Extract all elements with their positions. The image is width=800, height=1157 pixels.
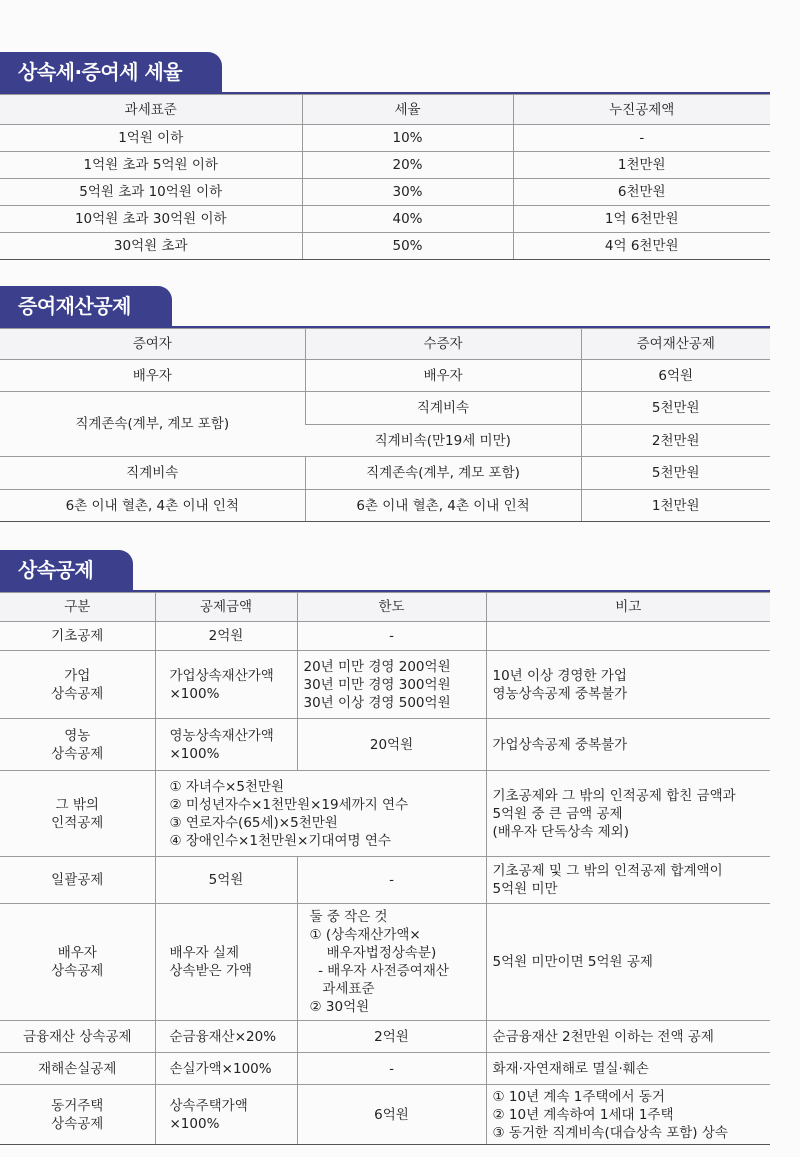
cell-text-line: 기초공제 및 그 밖의 인적공제 합계액이	[492, 863, 723, 879]
table-row	[0, 771, 770, 857]
cell-text-line: 일괄공제	[51, 872, 104, 888]
table-cell: 1천만원	[513, 152, 770, 179]
cell-text-line: -	[389, 628, 394, 644]
cell-text-line: 그 밖의	[55, 796, 99, 813]
cell-text-line: 2억원	[208, 628, 244, 644]
table-cell: 1억원 이하	[0, 125, 302, 152]
table-row	[0, 206, 770, 233]
table-cell: 1억 6천만원	[513, 206, 770, 233]
cell-text-line: 재해손실공제	[38, 1060, 117, 1077]
amount-cell: 5천만원	[581, 392, 770, 425]
note-cell	[486, 1021, 770, 1053]
donor-cell: 6촌 이내 혈촌, 4촌 이내 인척	[0, 490, 305, 522]
cell-text-line: - 배우자 사전증여재산	[309, 963, 449, 979]
cell-text-line: 가업상속공제 중복불가	[492, 736, 628, 753]
cell-text-line: ③ 동거한 직계비속(대습상속 포함) 상속	[492, 1124, 728, 1141]
table-row	[0, 1053, 770, 1085]
note-cell	[486, 904, 770, 1021]
inheritance-deduction-table	[0, 592, 770, 1145]
amount-cell	[155, 1053, 297, 1085]
amount-cell: 6억원	[581, 360, 770, 392]
column-header: 과세표준	[0, 95, 302, 125]
amount-cell	[155, 651, 297, 719]
table-row	[0, 125, 770, 152]
cell-text-line: 기초공제	[51, 628, 104, 644]
category-cell	[0, 904, 155, 1021]
category-cell	[0, 1085, 155, 1145]
table-row	[0, 360, 770, 392]
table-cell: 20%	[302, 152, 513, 179]
table-row	[0, 152, 770, 179]
note-cell	[486, 1053, 770, 1085]
donor-cell: 직계존속(계부, 계모 포함)	[0, 392, 305, 457]
table-cell: 50%	[302, 233, 513, 260]
cell-text-line: 인적공제	[51, 814, 104, 831]
table-cell: -	[513, 125, 770, 152]
cell-text-line: 화재·자연재해로 멸실·훼손	[492, 1060, 649, 1077]
cell-text-line: 배우자법정상속분)	[309, 945, 437, 961]
amount-cell	[155, 857, 297, 904]
gift-deduction-table	[0, 328, 770, 522]
cell-text-line: 가업상속재산가액	[169, 667, 274, 684]
cell-text-line: 20억원	[369, 736, 414, 753]
tax-rate-table	[0, 94, 770, 260]
cell-text-line: ② 30억원	[309, 999, 370, 1015]
cell-text-line: 영농상속재산가액	[169, 727, 274, 744]
note-cell	[486, 719, 770, 771]
amount-cell: 1천만원	[581, 490, 770, 522]
recipient-cell: 배우자	[305, 360, 581, 392]
inheritance-deduction-section-title: 상속공제	[0, 550, 133, 590]
cell-text-line: ③ 연로자수(65세)×5천만원	[169, 814, 338, 831]
amount-cell	[155, 771, 486, 857]
limit-cell	[297, 622, 486, 651]
amount-cell	[155, 1021, 297, 1053]
table-row	[0, 651, 770, 719]
limit-cell	[297, 1053, 486, 1085]
cell-text-line: ② 10년 계속하여 1세대 1주택	[492, 1106, 674, 1123]
cell-text-line: ×100%	[169, 685, 220, 702]
column-header: 공제금액	[155, 593, 297, 622]
cell-text-line: 2억원	[374, 1028, 409, 1045]
table-row	[0, 457, 770, 490]
cell-text-line: 5억원 중 큰 금액 공제	[492, 805, 623, 822]
cell-text-line: 30년 미만 경영 300억원	[303, 676, 451, 693]
amount-cell	[155, 904, 297, 1021]
cell-text-line: ④ 장애인수×1천만원×기대여명 연수	[169, 832, 391, 849]
table-cell: 40%	[302, 206, 513, 233]
column-header: 누진공제액	[513, 95, 770, 125]
column-header: 세율	[302, 95, 513, 125]
table-row	[0, 904, 770, 1021]
limit-cell	[297, 651, 486, 719]
category-cell	[0, 622, 155, 651]
cell-text-line: 동거주택	[51, 1097, 104, 1114]
recipient-cell: 6촌 이내 혈촌, 4촌 이내 인척	[305, 490, 581, 522]
cell-text-line: 5억원 미만이면 5억원 공제	[492, 954, 653, 970]
amount-cell: 2천만원	[581, 425, 770, 457]
limit-cell	[297, 1021, 486, 1053]
cell-text-line: 6억원	[374, 1106, 409, 1123]
cell-text-line: ×100%	[169, 745, 220, 762]
category-cell	[0, 1021, 155, 1053]
cell-text-line: 영농	[64, 727, 91, 744]
donor-cell: 배우자	[0, 360, 305, 392]
table-row	[0, 490, 770, 522]
recipient-cell: 직계비속(만19세 미만)	[305, 425, 581, 457]
cell-text-line: 둘 중 작은 것	[309, 909, 388, 925]
amount-cell	[155, 622, 297, 651]
cell-text-line: 상속공제	[51, 685, 104, 702]
cell-text-line: 과세표준	[309, 981, 375, 997]
cell-text-line: 5억원 미만	[492, 881, 558, 897]
table-header-row	[0, 329, 770, 360]
amount-cell: 5천만원	[581, 457, 770, 490]
donor-cell: 직계비속	[0, 457, 305, 490]
cell-text-line: (배우자 단독상속 제외)	[492, 823, 629, 840]
cell-text-line: ×100%	[169, 1115, 220, 1132]
category-cell	[0, 857, 155, 904]
column-header: 구분	[0, 593, 155, 622]
cell-text-line: 배우자 실제	[169, 945, 239, 961]
table-row	[0, 179, 770, 206]
cell-text-line: 30년 이상 경영 500억원	[303, 694, 451, 711]
column-header: 수증자	[305, 329, 581, 360]
table-header-row	[0, 95, 770, 125]
table-row	[0, 233, 770, 260]
recipient-cell: 직계존속(계부, 계모 포함)	[305, 457, 581, 490]
cell-text-line: 20년 미만 경영 200억원	[303, 658, 451, 675]
cell-text-line: 상속주택가액	[169, 1097, 248, 1114]
cell-text-line: 배우자	[57, 945, 97, 961]
category-cell	[0, 771, 155, 857]
cell-text-line: 상속공제	[51, 745, 104, 762]
table-cell: 10%	[302, 125, 513, 152]
limit-cell	[297, 857, 486, 904]
cell-text-line: 가업	[64, 667, 91, 684]
table-cell: 5억원 초과 10억원 이하	[0, 179, 302, 206]
cell-text-line: 5억원	[208, 872, 244, 888]
cell-text-line: 상속공제	[51, 1115, 104, 1132]
cell-text-line: ① 10년 계속 1주택에서 동거	[492, 1088, 665, 1105]
cell-text-line: 손실가액×100%	[169, 1060, 272, 1077]
note-cell	[486, 651, 770, 719]
column-header: 증여자	[0, 329, 305, 360]
column-header: 증여재산공제	[581, 329, 770, 360]
table-row	[0, 622, 770, 651]
column-header: 한도	[297, 593, 486, 622]
category-cell	[0, 719, 155, 771]
table-cell: 10억원 초과 30억원 이하	[0, 206, 302, 233]
table-row	[0, 719, 770, 771]
table-header-row	[0, 593, 770, 622]
table-cell: 30%	[302, 179, 513, 206]
table-cell: 6천만원	[513, 179, 770, 206]
cell-text-line: ① 자녀수×5천만원	[169, 778, 285, 795]
cell-text-line: 상속공제	[51, 963, 104, 979]
cell-text-line: 영농상속공제 중복불가	[492, 685, 628, 702]
table-row	[0, 857, 770, 904]
tax-rate-section-title: 상속세·증여세 세율	[0, 52, 222, 92]
table-row	[0, 1021, 770, 1053]
limit-cell	[297, 904, 486, 1021]
table-cell: 1억원 초과 5억원 이하	[0, 152, 302, 179]
limit-cell	[297, 1085, 486, 1145]
cell-text-line: 상속받은 가액	[169, 963, 253, 979]
note-cell	[486, 622, 770, 651]
note-cell	[486, 1085, 770, 1145]
recipient-cell: 직계비속	[305, 392, 581, 425]
cell-text-line: 순금융재산×20%	[169, 1028, 277, 1045]
amount-cell	[155, 1085, 297, 1145]
cell-text-line: ① (상속재산가액×	[309, 927, 421, 943]
table-row	[0, 392, 770, 425]
cell-text-line: 순금융재산 2천만원 이하는 전액 공제	[492, 1028, 714, 1045]
cell-text-line: -	[389, 872, 394, 888]
cell-text-line: ② 미성년자수×1천만원×19세까지 연수	[169, 796, 409, 813]
category-cell	[0, 1053, 155, 1085]
gift-deduction-section-title: 증여재산공제	[0, 286, 172, 326]
note-cell	[486, 771, 770, 857]
table-cell: 30억원 초과	[0, 233, 302, 260]
table-row	[0, 1085, 770, 1145]
limit-cell	[297, 719, 486, 771]
column-header: 비고	[486, 593, 770, 622]
cell-text-line: 10년 이상 경영한 가업	[492, 667, 627, 684]
cell-text-line: -	[389, 1060, 394, 1077]
amount-cell	[155, 719, 297, 771]
table-cell: 4억 6천만원	[513, 233, 770, 260]
note-cell	[486, 857, 770, 904]
cell-text-line: 금융재산 상속공제	[22, 1028, 132, 1045]
category-cell	[0, 651, 155, 719]
cell-text-line: 기초공제와 그 밖의 인적공제 합친 금액과	[492, 787, 736, 804]
